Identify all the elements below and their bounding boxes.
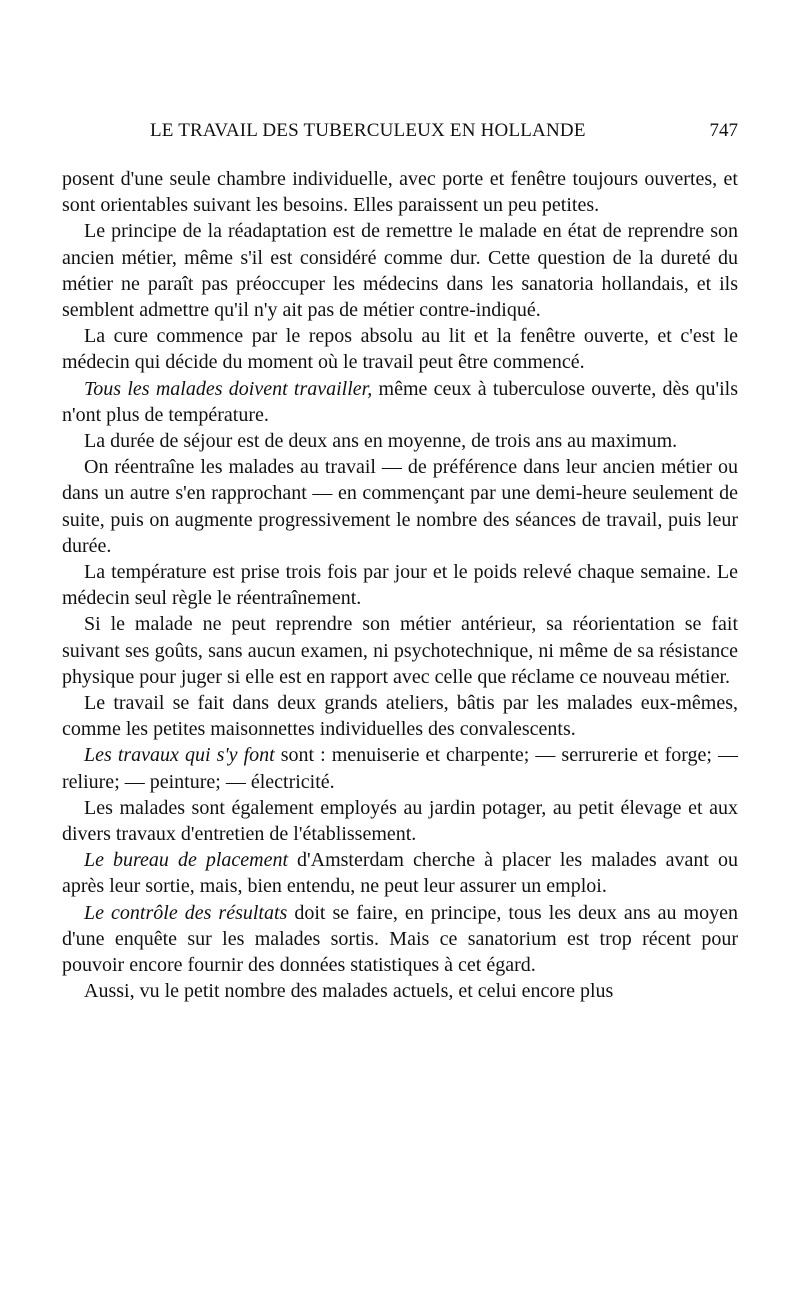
paragraph-continuation: posent d'une seule chambre individuelle, avec porte et fenêtre toujours ouvertes, et sont orientables suivant les besoins. Elles paraissent un peu petites. <box>62 168 738 217</box>
italic-phrase: Tous les malades doivent travailler, <box>84 377 373 400</box>
book-page <box>62 118 738 1005</box>
paragraph-final: Aussi, vu le petit nombre des malades actuels, et celui encore plus <box>84 980 614 1003</box>
paragraph-text: sont : menuiserie et charpente; — serrurerie et forge; — reliure; — peinture; — électricité. <box>62 744 739 793</box>
running-title: LE TRAVAIL DES TUBERCULEUX EN HOLLANDE <box>150 120 586 141</box>
page-number: 747 <box>709 120 738 141</box>
paragraph-results-control <box>62 900 738 979</box>
paragraph-works-list <box>62 742 738 794</box>
paragraph-temperature: La température est prise trois fois par jour et le poids relevé chaque semaine. Le médecin seul règle le réentraînement. <box>62 561 738 610</box>
paragraph-stay-duration: La durée de séjour est de deux ans en moyenne, de trois ans au maximum. <box>84 430 678 453</box>
paragraph-placement-office <box>62 847 738 899</box>
italic-phrase: Le bureau de placement <box>84 849 289 872</box>
italic-phrase: Les travaux qui s'y font <box>84 744 275 767</box>
paragraph-text: d'Amsterdam cherche à placer les malades avant ou après leur sortie, mais, bien entendu, ne peut leur assurer un emploi. <box>62 849 738 898</box>
paragraph-text: doit se faire, en principe, tous les deux ans au moyen d'une enquête sur les malades sortis. Mais ce sanatorium est trop récent pour pouvoir encore fournir des données statistiques à cet égard. <box>62 901 738 977</box>
paragraph-workshops: Le travail se fait dans deux grands ateliers, bâtis par les malades eux-mêmes, comme les petites maisonnettes individuelles des convalescents. <box>62 692 738 741</box>
paragraph-retraining: On réentraîne les malades au travail — de préférence dans leur ancien métier ou dans un autre s'en rapprochant — en commençant par une demi-heure seulement de suite, puis on augmente progressivement le nombre des séances de travail, puis leur durée. <box>62 456 738 557</box>
paragraph-text: même ceux à tuberculose ouverte, dès qu'ils n'ont plus de température. <box>62 377 738 426</box>
paragraph-all-patients-work <box>62 376 738 428</box>
paragraph-garden: Les malades sont également employés au jardin potager, au petit élevage et aux divers travaux d'entretien de l'établissement. <box>62 796 738 846</box>
paragraph-cure-start: La cure commence par le repos absolu au lit et la fenêtre ouverte, et c'est le médecin qui décide du moment où le travail peut être commencé. <box>62 325 738 374</box>
paragraph-readaptation-principle: Le principe de la réadaptation est de remettre le malade en état de reprendre son ancien métier, même s'il est considéré comme dur. Cette question de la dureté du métier ne paraît pas préoccuper les médecins dans les sanatoria hollandais, et ils semblent admettre qu'il n'y ait pas de métier contre-indiqué. <box>62 220 738 322</box>
paragraph-reorientation: Si le malade ne peut reprendre son métier antérieur, sa réorientation se fait suivant ses goûts, sans aucun examen, ni psychotechnique, ni même de sa résistance physique pour juger si elle est en rapport avec celle que réclame ce nouveau métier. <box>62 613 738 688</box>
italic-phrase: Le contrôle des résultats <box>84 901 288 924</box>
text-body <box>62 166 738 1005</box>
running-head <box>62 118 738 148</box>
